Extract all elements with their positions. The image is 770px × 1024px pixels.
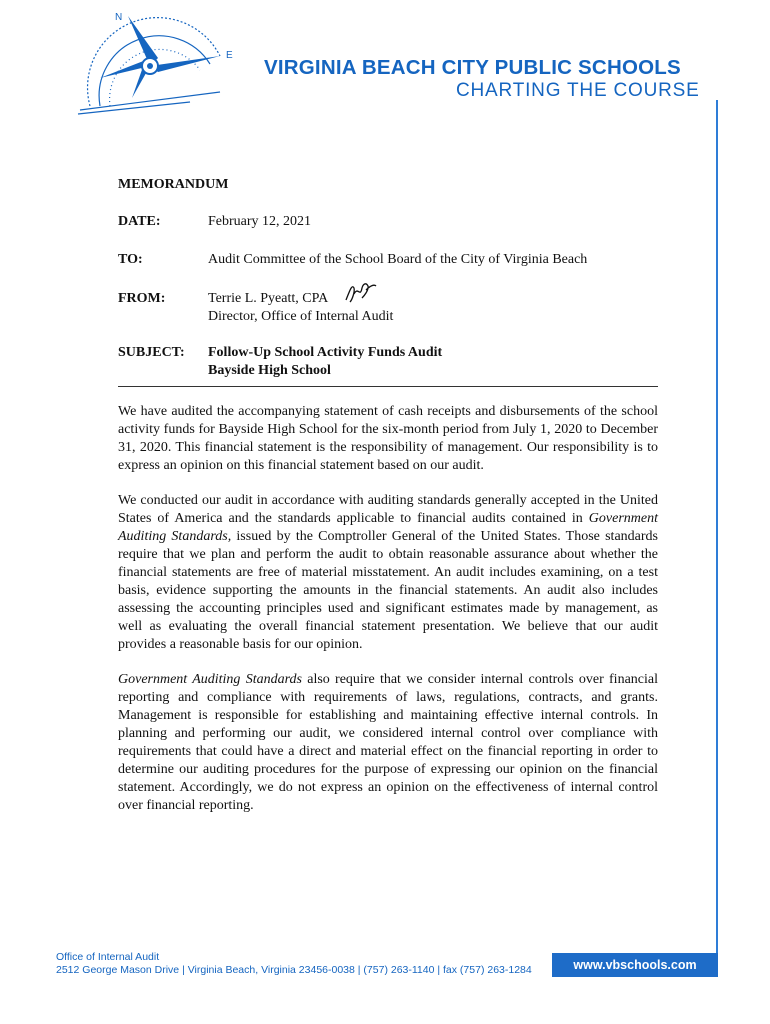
- date-label: DATE:: [118, 214, 161, 229]
- from-name: [208, 290, 328, 307]
- footer-office: Office of Internal Audit: [56, 951, 160, 963]
- paragraph-2-part-b: issued by the Comptroller General of the United States. Those standards require that we plan and perform the audit to obtain reasonable assurance about whether the financial statements are free of material misstatement. An audit includes examining, on a test basis, evidence supporting the amounts in the financial statements. An audit also includes assessing the accounting principles used and significant estimates made by management, as well as evaluating the overall financial statement presentation. We believe that our audit provides a reasonable basis for our opinion.: [118, 529, 658, 652]
- to-label: TO:: [118, 252, 143, 267]
- paragraph-1: We have audited the accompanying statement of cash receipts and disbursements of the school activity funds for Bayside High School for the six-month period from July 1, 2020 to December 31, 2020. This financial statement is the responsibility of management. Our responsibility is to express an opinion on this financial statement based on our audit.: [118, 404, 658, 473]
- subject-line-2: Bayside High School: [208, 363, 331, 378]
- compass-east-label: E: [226, 50, 233, 61]
- from-name-text: Terrie L. Pyeatt, CPA: [208, 291, 329, 306]
- paragraph-3-part-b: also require that we consider internal controls over financial reporting and compliance with requirements of laws, regulations, contracts, and grants. Management is responsible for establishing and maintaining effective internal controls. In planning and performing our audit, we considered internal control over compliance with requirements that could have a direct and material effect on the financial reporting in order to determine our auditing procedures for the purpose of expressing our opinion on the financial statement. Accordingly, we do not express an opinion on the effectiveness of internal control over financial reporting.: [118, 672, 658, 813]
- from-label: FROM:: [118, 291, 166, 306]
- organization-name: VIRGINIA BEACH CITY PUBLIC SCHOOLS: [264, 56, 681, 79]
- website-link[interactable]: www.vbschools.com: [552, 953, 718, 977]
- footer-address: 2512 George Mason Drive | Virginia Beach, Virginia 23456-0038 | (757) 263-1140 | fax (757) 263-1284: [56, 964, 532, 976]
- to-value: Audit Committee of the School Board of the City of Virginia Beach: [208, 252, 588, 267]
- signature-initials-icon: [342, 280, 378, 306]
- paragraph-2: [118, 492, 658, 654]
- subject-label: SUBJECT:: [118, 345, 185, 360]
- paragraph-2-italic: Government Auditing Standards,: [118, 511, 658, 544]
- paragraph-2-part-a: We conducted our audit in accordance with auditing standards generally accepted in the United States of America and the standards applicable to financial audits contained in: [118, 493, 658, 526]
- paragraph-3: [118, 671, 658, 815]
- memo-title: MEMORANDUM: [118, 177, 229, 192]
- header-divider: [118, 386, 658, 387]
- date-value: February 12, 2021: [208, 214, 312, 229]
- from-title: Director, Office of Internal Audit: [208, 309, 394, 324]
- tagline: CHARTING THE COURSE: [456, 80, 700, 101]
- memo-header: [118, 176, 658, 378]
- compass-north-label: N: [115, 12, 123, 23]
- compass-rose-icon: [70, 6, 270, 126]
- vertical-rule: [716, 100, 718, 960]
- subject-line-1: Follow-Up School Activity Funds Audit: [208, 345, 443, 360]
- memo-body: [118, 403, 658, 832]
- paragraph-3-italic: Government Auditing Standards: [118, 672, 302, 687]
